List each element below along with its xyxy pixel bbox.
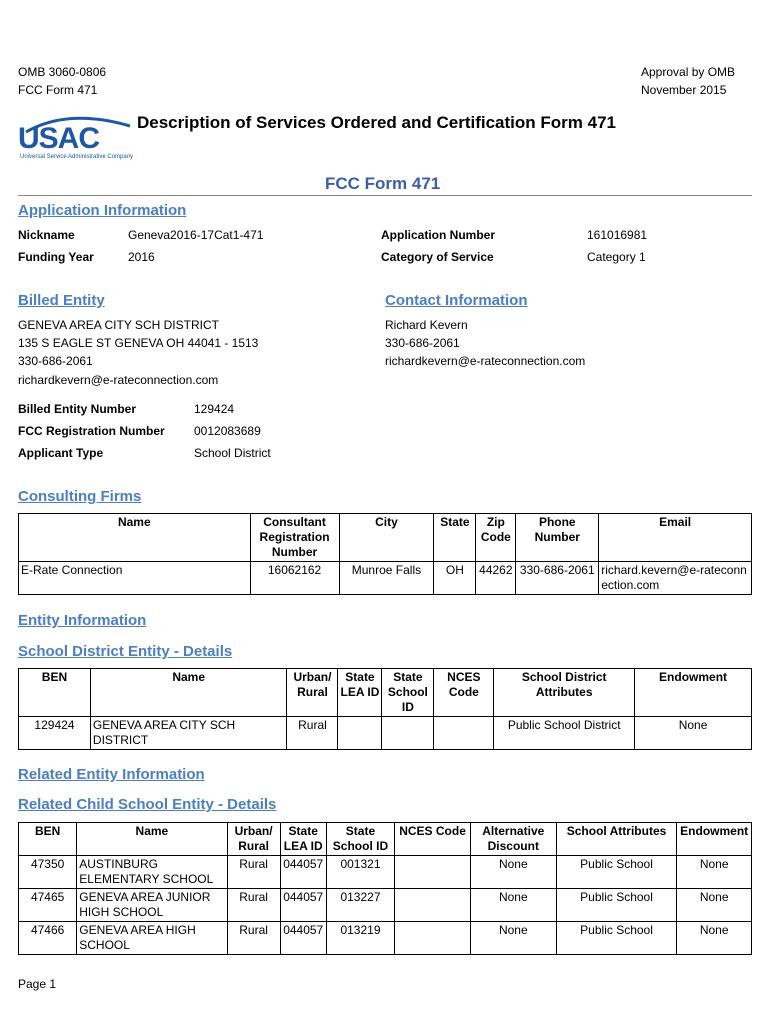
ben-label: Billed Entity Number: [18, 402, 137, 416]
table-cell: None: [470, 889, 556, 922]
table-cell: None: [470, 922, 556, 955]
ben-value: 129424: [194, 402, 235, 416]
column-header: Endowment: [635, 669, 752, 717]
frn-value: 0012083689: [194, 424, 261, 438]
table-cell: None: [677, 856, 752, 889]
application-info-heading: Application Information: [18, 202, 187, 219]
table-row: [19, 717, 752, 750]
column-header: BEN: [19, 823, 77, 856]
logo-subtitle: Universal Service Administrative Company: [20, 154, 134, 160]
table-cell: None: [635, 717, 752, 750]
column-header: Name: [77, 823, 227, 856]
table-cell: 330-686-2061: [516, 562, 599, 595]
approval-date: November 2015: [641, 83, 727, 97]
page-title: Description of Services Ordered and Certification Form 471: [137, 113, 616, 132]
billed-entity-phone: 330-686-2061: [18, 354, 93, 368]
funding-year-label: Funding Year: [18, 250, 94, 264]
table-cell: None: [677, 889, 752, 922]
table-cell: richard.kevern@e-rateconnection.com: [599, 562, 752, 595]
column-header: NCES Code: [395, 823, 471, 856]
frn-label: FCC Registration Number: [18, 424, 165, 438]
table-cell: 47466: [19, 922, 77, 955]
table-cell: 013219: [326, 922, 394, 955]
table-cell: [395, 856, 471, 889]
billed-entity-address: 135 S EAGLE ST GENEVA OH 44041 - 1513: [18, 336, 259, 350]
category-label: Category of Service: [381, 250, 494, 264]
contact-phone: 330-686-2061: [385, 336, 460, 350]
funding-year-value: 2016: [128, 250, 155, 264]
column-header: BEN: [19, 669, 91, 717]
table-cell: Rural: [227, 856, 280, 889]
table-cell: None: [470, 856, 556, 889]
contact-email: richardkevern@e-rateconnection.com: [385, 354, 586, 368]
table-cell: 129424: [19, 717, 91, 750]
column-header: Name: [19, 514, 251, 562]
table-cell: GENEVA AREA CITY SCH DISTRICT: [90, 717, 287, 750]
table-cell: E-Rate Connection: [19, 562, 251, 595]
table-header-row: [19, 514, 752, 562]
column-header: School Attributes: [556, 823, 677, 856]
table-row: [19, 889, 752, 922]
table-cell: GENEVA AREA JUNIOR HIGH SCHOOL: [77, 889, 227, 922]
column-header: State: [434, 514, 476, 562]
column-header: NCES Code: [434, 669, 494, 717]
consulting-firms-heading: Consulting Firms: [18, 488, 142, 505]
title-divider: [18, 195, 752, 196]
table-cell: [395, 889, 471, 922]
column-header: State School ID: [382, 669, 434, 717]
column-header: School District Attributes: [494, 669, 635, 717]
table-row: [19, 922, 752, 955]
column-header: Zip Code: [476, 514, 516, 562]
application-number-value: 161016981: [587, 228, 648, 242]
table-cell: Rural: [287, 717, 338, 750]
form-number: FCC Form 471: [18, 83, 98, 97]
column-header: Consultant Registration Number: [250, 514, 339, 562]
contact-info-heading: Contact Information: [385, 292, 528, 309]
billed-entity-email: richardkevern@e-rateconnection.com: [18, 373, 219, 387]
table-row: [19, 562, 752, 595]
approval-text: Approval by OMB: [641, 65, 736, 79]
column-header: State LEA ID: [280, 823, 326, 856]
related-entity-heading: Related Entity Information: [18, 766, 205, 783]
table-cell: Public School: [556, 889, 677, 922]
column-header: Name: [90, 669, 287, 717]
table-row: [19, 856, 752, 889]
billed-entity-heading: Billed Entity: [18, 292, 105, 309]
table-cell: Public School District: [494, 717, 635, 750]
billed-entity-name: GENEVA AREA CITY SCH DISTRICT: [18, 318, 219, 332]
related-child-table: [18, 822, 752, 955]
column-header: State School ID: [326, 823, 394, 856]
table-cell: Rural: [227, 922, 280, 955]
table-cell: 47465: [19, 889, 77, 922]
logo-text: USAC: [18, 122, 100, 155]
contact-name: Richard Kevern: [385, 318, 468, 332]
column-header: State LEA ID: [338, 669, 382, 717]
table-cell: 044057: [280, 856, 326, 889]
table-cell: 16062162: [250, 562, 339, 595]
column-header: City: [339, 514, 434, 562]
table-cell: Rural: [227, 889, 280, 922]
table-cell: Munroe Falls: [339, 562, 434, 595]
entity-info-heading: Entity Information: [18, 612, 147, 629]
table-cell: 044057: [280, 889, 326, 922]
form-title: FCC Form 471: [325, 174, 441, 193]
table-cell: None: [677, 922, 752, 955]
table-cell: Public School: [556, 922, 677, 955]
category-value: Category 1: [587, 250, 646, 264]
table-cell: 44262: [476, 562, 516, 595]
table-cell: [434, 717, 494, 750]
column-header: Alternative Discount: [470, 823, 556, 856]
nickname-label: Nickname: [18, 228, 75, 242]
column-header: Urban/ Rural: [227, 823, 280, 856]
column-header: Urban/ Rural: [287, 669, 338, 717]
table-cell: 001321: [326, 856, 394, 889]
applicant-type-label: Applicant Type: [18, 446, 104, 460]
table-cell: GENEVA AREA HIGH SCHOOL: [77, 922, 227, 955]
table-cell: [395, 922, 471, 955]
column-header: Endowment: [677, 823, 752, 856]
table-header-row: [19, 669, 752, 717]
table-cell: [382, 717, 434, 750]
school-district-table: [18, 668, 752, 750]
table-cell: 044057: [280, 922, 326, 955]
consulting-firms-table: [18, 513, 752, 595]
table-cell: [338, 717, 382, 750]
column-header: Phone Number: [516, 514, 599, 562]
application-number-label: Application Number: [381, 228, 496, 242]
school-district-heading: School District Entity - Details: [18, 643, 233, 660]
table-cell: Public School: [556, 856, 677, 889]
page-number: Page 1: [18, 977, 57, 991]
table-cell: 47350: [19, 856, 77, 889]
usac-logo: [18, 112, 138, 162]
nickname-value: Geneva2016-17Cat1-471: [128, 228, 264, 242]
omb-number: OMB 3060-0806: [18, 65, 107, 79]
table-cell: OH: [434, 562, 476, 595]
column-header: Email: [599, 514, 752, 562]
table-cell: 013227: [326, 889, 394, 922]
related-child-heading: Related Child School Entity - Details: [18, 796, 277, 813]
table-cell: AUSTINBURG ELEMENTARY SCHOOL: [77, 856, 227, 889]
applicant-type-value: School District: [194, 446, 271, 460]
table-header-row: [19, 823, 752, 856]
